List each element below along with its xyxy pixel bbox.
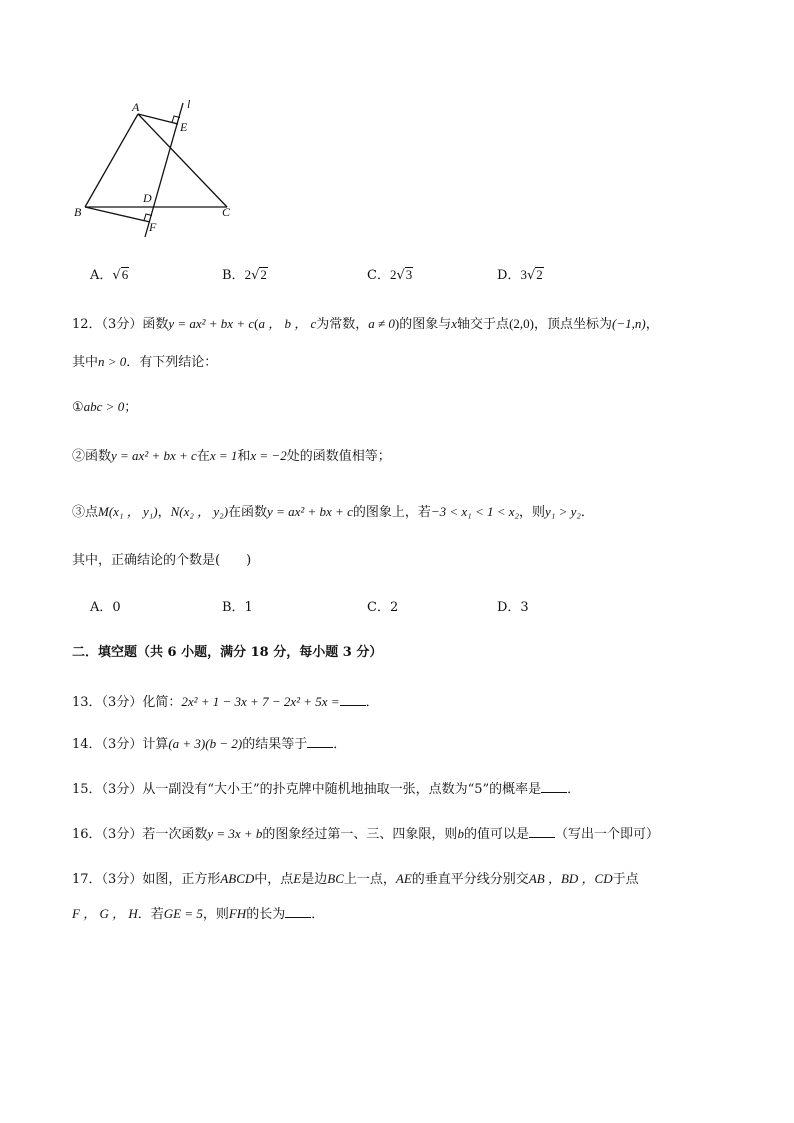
- label-f: F: [149, 220, 157, 234]
- q14: 14．（3分）计算(a + 3)(b − 2)的结果等于 ．: [72, 736, 347, 752]
- q12-statement-2: ②函数y = ax² + bx + c在x = 1和x = −2处的函数值相等；: [72, 448, 391, 464]
- section-heading: 二．填空题（共 6 小题，满分 18 分，每小题 3 分）: [72, 645, 383, 660]
- label-e: E: [180, 120, 188, 134]
- q11-option-b: B．2√2: [222, 267, 267, 283]
- q12-question: 其中，正确结论的个数是( ): [72, 553, 252, 568]
- q17-line-1: 17．（3分）如图，正方形ABCD中，点E是边BC上一点，AE的垂直平分线分别交AB ，BD ，CD于点: [72, 871, 639, 887]
- answer-blank[interactable]: [285, 905, 311, 918]
- answer-blank[interactable]: [541, 780, 567, 793]
- answer-blank[interactable]: [307, 735, 333, 748]
- label-b: B: [74, 205, 82, 219]
- q12-statement-1: ①abc > 0；: [72, 399, 138, 415]
- q16: 16．（3分）若一次函数y = 3x + b的图象经过第一、三、四象限，则b的值可以是 （写出一个即可）: [72, 826, 659, 842]
- q12-option-b: B．1: [222, 600, 253, 615]
- q11-option-d: D．3√2: [497, 267, 543, 283]
- answer-blank[interactable]: [529, 825, 555, 838]
- label-c: C: [222, 205, 231, 219]
- segment-bf: [85, 207, 150, 222]
- q12-line-1: 12．（3分）函数y = ax² + bx + c(a ， b ， c为常数，a ≠ 0)的图象与x轴交于点(2,0)，顶点坐标为(−1,n)，: [72, 316, 659, 332]
- geometry-figure: [60, 95, 260, 245]
- q12-option-d: D．3: [497, 600, 529, 615]
- segment-ab: [85, 114, 138, 207]
- q12-statement-3: ③点M(x₁ ， y₁)，N(x₂ ， y₂)在函数y = ax² + bx + c的图象上，若−3 < x₁ < 1 < x₂，则y₁ > y₂．: [72, 504, 594, 520]
- q12-option-c: C．2: [367, 600, 399, 615]
- label-d: D: [143, 191, 152, 205]
- q11-option-c: C．2√3: [367, 267, 413, 283]
- q17-line-2: F ， G ， H．若GE = 5，则FH的长为 ．: [72, 906, 325, 922]
- q15: 15．（3分）从一副没有“大小王”的扑克牌中随机地抽取一张，点数为“5”的概率是 ．: [72, 782, 581, 797]
- line-l: [145, 103, 183, 237]
- q13: 13．（3分）化简：2x² + 1 − 3x + 7 − 2x² + 5x = ．: [72, 694, 379, 710]
- q12-line-2: 其中n > 0．有下列结论：: [72, 354, 218, 370]
- label-a: A: [132, 100, 140, 114]
- label-l: l: [187, 97, 191, 111]
- q12-option-a: A．0: [90, 600, 121, 615]
- q11-option-a: A．√6: [90, 267, 129, 283]
- answer-blank[interactable]: [340, 693, 366, 706]
